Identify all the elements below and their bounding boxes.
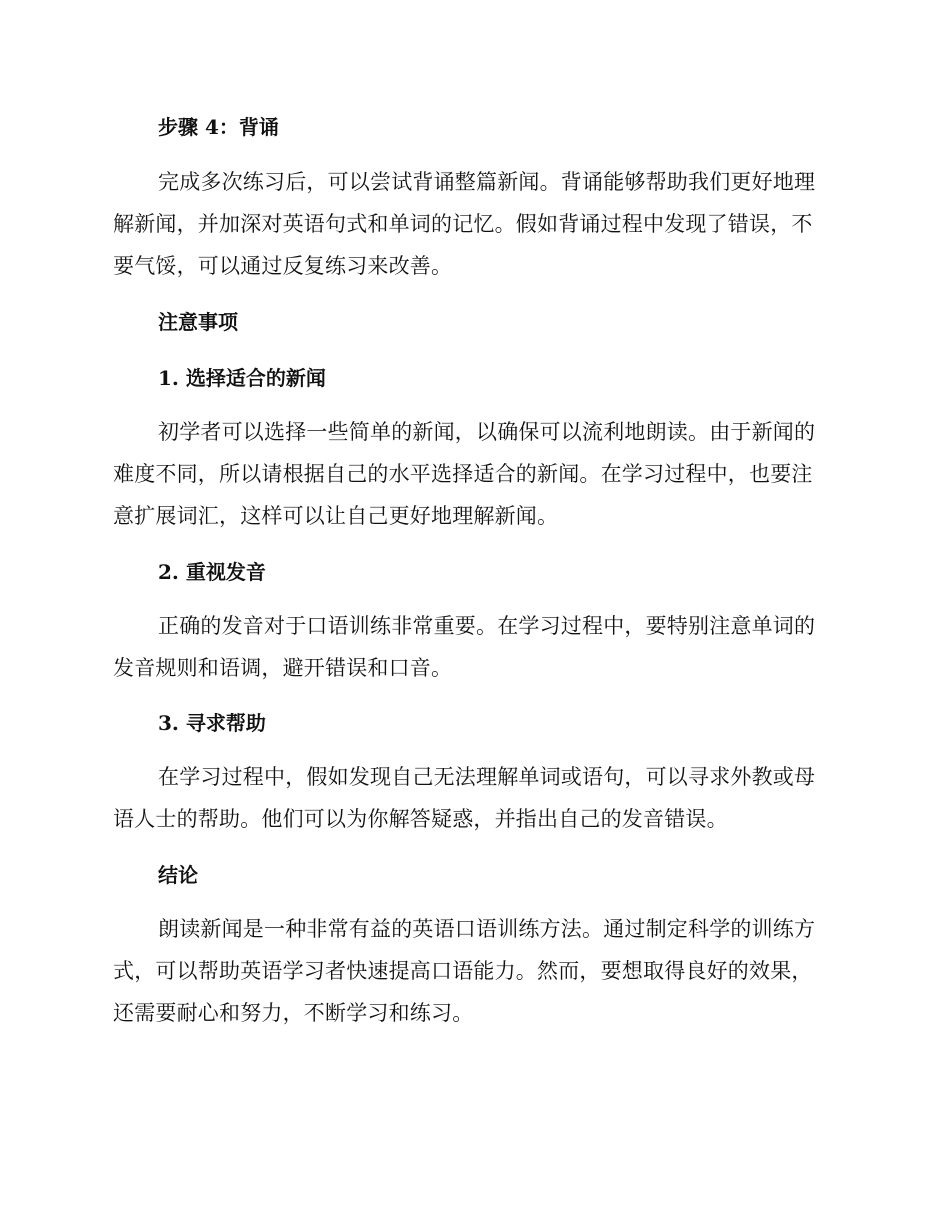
paragraph-pronunciation: 正确的发音对于口语训练非常重要。在学习过程中，要特别注意单词的发音规则和语调，避开错误和口音。: [113, 614, 816, 680]
paragraph-conclusion: 朗读新闻是一种非常有益的英语口语训练方法。通过制定科学的训练方式，可以帮助英语学习者快速提高口语能力。然而，要想取得良好的效果，还需要耐心和努力，不断学习和练习。: [113, 917, 816, 1025]
paragraph-seek-help: 在学习过程中，假如发现自己无法理解单词或语句，可以寻求外教或母语人士的帮助。他们可以为你解答疑惑，并指出自己的发音错误。: [113, 765, 816, 831]
heading-step-4-recite: 步骤 4：背诵: [158, 115, 279, 139]
heading-seek-help: 3. 寻求帮助: [158, 711, 266, 735]
paragraph-choose-news: 初学者可以选择一些简单的新闻，以确保可以流利地朗读。由于新闻的难度不同，所以请根据自己的水平选择适合的新闻。在学习过程中，也要注意扩展词汇，这样可以让自己更好地理解新闻。: [113, 420, 816, 528]
heading-pronunciation: 2. 重视发音: [158, 560, 266, 584]
heading-notes: 注意事项: [158, 310, 238, 334]
paragraph-step-4-recite: 完成多次练习后，可以尝试背诵整篇新闻。背诵能够帮助我们更好地理解新闻，并加深对英语句式和单词的记忆。假如背诵过程中发现了错误，不要气馁，可以通过反复练习来改善。: [113, 170, 816, 278]
heading-conclusion: 结论: [158, 863, 198, 887]
heading-choose-news: 1. 选择适合的新闻: [158, 366, 326, 390]
